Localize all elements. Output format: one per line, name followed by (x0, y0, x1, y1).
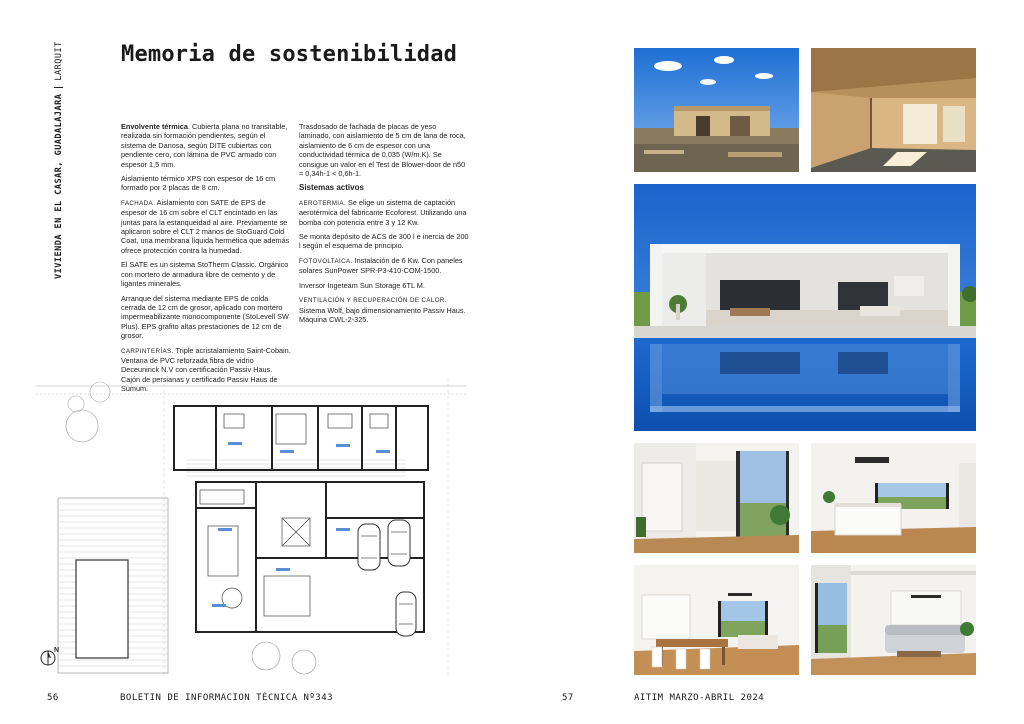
paragraph-text: . Se elige un sistema de captación aerotérmica del fabricante Ecoforest. Utilizando una bomba con potencia entre 3 y 12 Kw. (299, 197, 467, 227)
text-column-2 (299, 122, 469, 329)
photo-interior-lounge (811, 565, 976, 675)
paragraph-inversor: Inversor Ingeteam Sun Storage 6TL M. (299, 280, 425, 290)
running-footer: AITIM MARZO-ABRIL 2024 (634, 693, 765, 703)
page-title: Memoria de sostenibilidad (121, 42, 458, 67)
paragraph-trasdosado: Trasdosado de fachada de placas de yeso laminado, con aislamiento de 5 cm de lana de roca, aislamiento de 6 cm de espesor con una conductividad térmica de 0,035 (W/m.K). Se consigue un valor en el Test de Blower-door de n50 = 0,34h-1 < 0,6h-1. (299, 122, 466, 179)
paragraph-label: FACHADA (121, 199, 154, 207)
paragraph-text: . Instalación de 6 Kw. Con paneles solares SunPower SPR-P3-410-COM-1500. (299, 255, 463, 276)
text-column-1 (121, 122, 291, 399)
page-number: 57 (562, 693, 574, 703)
paragraph-aislamiento: Aislamiento térmico XPS con espesor de 16 cm formado por 2 placas de 8 cm. (121, 174, 276, 193)
paragraph-fachada (121, 198, 291, 255)
paragraph-label: FOTOVOLTAICA (299, 257, 351, 265)
paragraph-fotovoltaica (299, 256, 469, 276)
paragraph-text: . Sistema Wolf, bajo dimensionamiento Passiv Haus. Máquina CWL-2-325. (299, 295, 466, 324)
paragraph-text: . Triple acristalamiento Saint-Cobain. Ventana de PVC reforzada fibra de vidrio Deceuninck N.V con certificación Passiv Haus. Cajón de persianas y certificado Passiv Haus de Sumum. (121, 345, 291, 394)
paragraph-envolvente (121, 122, 291, 169)
floor-plan (36, 378, 466, 680)
paragraph-aerotermia (299, 198, 469, 227)
vertical-header-author: LARQUIT (54, 41, 64, 81)
paragraph-text: . Aislamiento con SATE de EPS de espesor de 16 cm sobre el CLT encintado en las juntas para la estanqueidad al aire. Previamente se aplicaron sobre el CLT 2 manos de StoGuard Cold Coat, una membrana líquida hermética que además ofrece protección contra la humedad. (121, 197, 290, 255)
photo-interior-kitchen (811, 443, 976, 553)
paragraph-label: VENTILACIÓN Y RECUPERACIÓN DE CALOR (299, 297, 445, 305)
north-arrow-icon (41, 651, 55, 665)
paragraph-arranque: Arranque del sistema mediante EPS de colda cerrada de 12 cm de grosor, aplicado con mortero impermeabilizante monocomponente (StoLevell SW Plus). EPS grafito altas prestaciones de 12 cm de grosor. (121, 293, 289, 341)
vertical-header (30, 41, 64, 279)
floor-plan-drawing (36, 378, 466, 680)
section-heading-sistemas-activos: Sistemas activos (299, 183, 364, 193)
right-page (512, 0, 1024, 724)
photo-construction-exterior (634, 48, 799, 172)
paragraph-label: AEROTERMIA (299, 199, 344, 207)
vertical-header-divider (54, 87, 63, 88)
paragraph-text: . Cubierta plana no transitable, realizada sin formación pendientes, según el sistema de Danosa, según DITE cubiertas con pendiente cero, con lámina de PVC armado con espesor 1,5 mm. (121, 122, 288, 169)
paragraph-sate: El SATE es un sistema StoTherm Classic. Orgánico con mortero de armadura libre de cemento y de ligantes minerales. (121, 260, 289, 289)
photo-interior-dining (634, 565, 799, 675)
photo-house-pool (634, 184, 976, 431)
paragraph-ventilacion (299, 295, 469, 324)
photo-interior-living (634, 443, 799, 553)
paragraph-deposito: Se monta depósito de ACS de 300 l e inercia de 200 l según el esquema de principio. (299, 232, 469, 251)
photo-clt-interior (811, 48, 976, 172)
running-footer: BOLETIN DE INFORMACION TÉCNICA Nº343 (120, 693, 334, 703)
north-label: N (54, 647, 60, 654)
page-number: 56 (47, 693, 59, 703)
vertical-header-location: VIVIENDA EN EL CASAR, GUADALAJARA (54, 93, 64, 279)
paragraph-label: CARPINTERÍAS (121, 347, 172, 355)
paragraph-lead: Envolvente térmica (121, 122, 188, 131)
